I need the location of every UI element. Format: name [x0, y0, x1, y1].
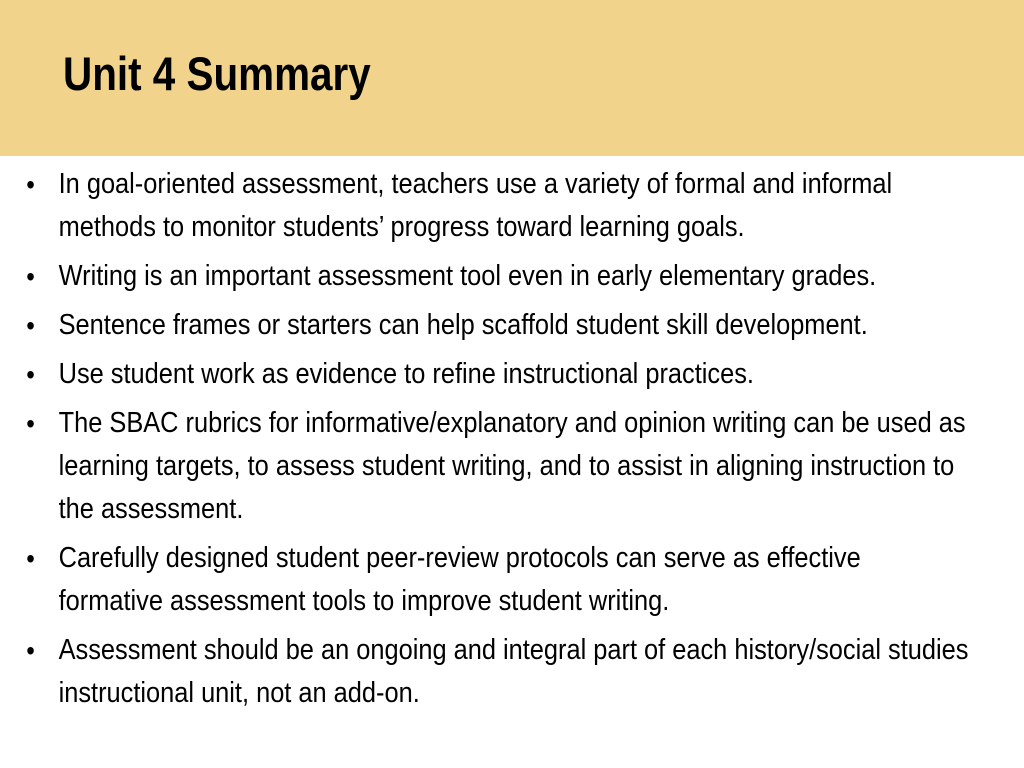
bullet-text: Writing is an important assessment tool even in early elementary grades. — [58, 260, 877, 292]
bullet-icon: • — [26, 408, 35, 439]
bullet-icon: • — [26, 261, 35, 292]
bullet-text: Assessment should be an ongoing and integral part of each history/social studies instructional unit, not an add-on. — [58, 634, 969, 709]
bullet-item — [0, 629, 969, 715]
bullet-icon: • — [26, 169, 35, 200]
bullet-item — [0, 304, 969, 347]
slide-title: Unit 4 Summary — [63, 47, 371, 100]
bullet-item — [0, 163, 969, 249]
bullet-icon: • — [26, 635, 35, 666]
title-band — [0, 0, 1024, 156]
bullet-text: Carefully designed student peer-review protocols can serve as effective formative assessment tools to improve student writing. — [58, 542, 861, 617]
bullet-item — [0, 353, 969, 396]
bullet-item — [0, 255, 969, 298]
bullet-item — [0, 537, 969, 623]
bullet-text: The SBAC rubrics for informative/explanatory and opinion writing can be used as learning targets, to assess student writing, and to assist in aligning instruction to the assessment. — [58, 407, 966, 525]
bullet-text: Sentence frames or starters can help scaffold student skill development. — [58, 309, 868, 341]
bullet-text: Use student work as evidence to refine instructional practices. — [58, 358, 754, 390]
bullet-icon: • — [26, 543, 35, 574]
bullet-list — [0, 163, 1024, 721]
bullet-icon: • — [26, 359, 35, 390]
bullet-text: In goal-oriented assessment, teachers use a variety of formal and informal methods to monitor students’ progress toward learning goals. — [58, 168, 893, 243]
bullet-icon: • — [26, 310, 35, 341]
bullet-item — [0, 402, 969, 531]
